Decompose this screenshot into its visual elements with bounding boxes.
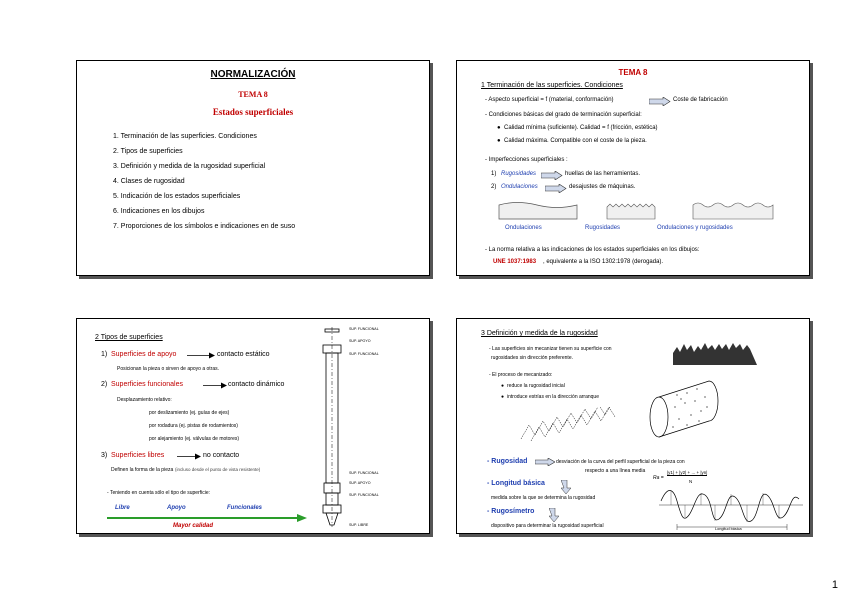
slide2-aspecto: - Aspecto superficial = f (material, conformación)	[485, 97, 614, 103]
slide4-p2: introduce estrías en la dirección arranque	[507, 394, 599, 400]
slide3-s1-result: contacto estático	[217, 351, 270, 358]
arrow-icon	[545, 184, 567, 193]
slide3-teniendo: - Teniendo en cuenta sólo el tipo de superficie:	[107, 490, 211, 496]
slide1-tema: TEMA 8	[238, 90, 268, 99]
slide1-item: 2. Tipos de superficies	[113, 148, 183, 155]
bullet-icon: ●	[497, 125, 501, 131]
slide4-intro2: rugosidades sin dirección preferente.	[491, 355, 573, 361]
slide3-side-label: SUP. FUNCIONAL	[349, 493, 379, 497]
slide4-heading: 3 Definición y medida de la rugosidad	[481, 330, 598, 337]
bullet-icon: ●	[497, 138, 501, 144]
slide3-s2-label: Superficies funcionales	[111, 381, 183, 388]
slide4-rug-desc2: respecto a una línea media	[585, 468, 646, 474]
slide3-funcionales: Funcionales	[227, 505, 263, 511]
slide3-s3-label: Superficies libres	[111, 452, 165, 459]
slide3-s3-note: (incluso desde el punto de vista resistente)	[175, 467, 261, 472]
slide4-rugo-label: - Rugosímetro	[487, 508, 535, 515]
slide4-lb-label: - Longitud básica	[487, 480, 545, 487]
arrow-icon	[535, 458, 555, 466]
slide2-rug-label: Rugosidades	[501, 171, 537, 177]
shaft-drawing	[317, 325, 347, 529]
slide2-ond-label: Ondulaciones	[501, 184, 538, 190]
slide3-d1: por deslizamiento (ej. guías de ejes)	[149, 410, 230, 416]
bullet-icon: ●	[501, 383, 505, 389]
slide3-s1-label: Superficies de apoyo	[111, 351, 177, 358]
slide-3	[76, 318, 430, 534]
slide2-ond-num: 2)	[491, 184, 497, 190]
slide2-profile-label: Ondulaciones	[505, 225, 542, 231]
slide-2	[456, 60, 810, 276]
slide2-ond-desc: desajustes de máquinas.	[569, 184, 636, 190]
rough-surface-illustration	[671, 341, 761, 367]
slide3-s2-result: contacto dinámico	[228, 381, 285, 388]
slide2-calidad-minima: Calidad mínima (suficiente). Calidad = f (fricción, estética)	[504, 125, 658, 131]
slide4-lb-axis: Longitud básica	[715, 527, 742, 531]
slide3-side-label: SUP. APOYO	[349, 481, 371, 485]
slide4-rug-label: - Rugosidad	[487, 458, 528, 465]
slide2-norma: - La norma relativa a las indicaciones de los estados superficiales en los dibujos:	[485, 247, 700, 253]
slide1-item: 6. Indicaciones en los dibujos	[113, 208, 205, 215]
surface-profiles-illustration	[497, 199, 797, 221]
slide2-heading: 1 Terminación de las superficies. Condiciones	[481, 82, 623, 89]
arrow-icon	[541, 171, 563, 180]
slide4-proceso: - El proceso de mecanizado:	[489, 372, 553, 378]
slide4-formula-lhs: Ra =	[653, 475, 664, 481]
slide3-s1-num: 1)	[101, 351, 108, 358]
slide3-side-label: SUP. LIBRE	[349, 523, 369, 527]
slide3-s1-desc: Posicionan la pieza o sirven de apoyo a otras.	[117, 366, 220, 372]
arrow-icon	[187, 352, 215, 359]
slide3-mayor: Mayor calidad	[173, 523, 214, 529]
slide2-profile-label: Ondulaciones y rugosidades	[657, 225, 733, 231]
slide2-une: UNE 1037:1983	[493, 259, 537, 265]
quality-arrow	[107, 514, 307, 522]
slide3-d2: por rodadura (ej. pistas de rodamientos)	[149, 423, 238, 429]
arrow-icon	[203, 382, 227, 389]
slide3-heading: 2 Tipos de superficies	[95, 334, 163, 341]
slide2-coste: Coste de fabricación	[673, 97, 728, 103]
arrow-icon	[177, 453, 201, 460]
slide1-subtitle: Estados superficiales	[212, 107, 294, 117]
machined-surface-illustration	[517, 407, 637, 443]
slide-1	[76, 60, 430, 276]
slide3-s3-desc: Definen la forma de la pieza	[111, 467, 174, 473]
slide3-side-label: SUP. FUNCIONAL	[349, 327, 379, 331]
slide3-d3: por alejamiento (ej. válvulas de motores)	[149, 436, 240, 442]
slide2-profile-label: Rugosidades	[585, 225, 621, 231]
slide3-libre: Libre	[115, 505, 130, 511]
page-number: 1	[831, 579, 838, 591]
slide2-une-rest: , equivalente a la ISO 1302:1978 (derogada).	[543, 259, 664, 265]
slide4-rug-desc1: desviación de la curva del perfil superficial de la pieza con	[556, 459, 685, 465]
slide4-lb-desc: medida sobre la que se determina la rugosidad	[491, 495, 596, 501]
slide4-p1: reduce la rugosidad inicial	[507, 383, 565, 389]
slide4-intro1: - Las superficies sin mecanizar tienen su superficie con	[489, 346, 612, 352]
slide1-item: 3. Definición y medida de la rugosidad superficial	[113, 163, 266, 170]
slide3-s3-result: no contacto	[203, 452, 240, 459]
slide3-side-label: SUP. FUNCIONAL	[349, 471, 379, 475]
slide1-item: 1. Terminación de las superficies. Condiciones	[113, 133, 257, 140]
slide1-item: 4. Clases de rugosidad	[113, 178, 185, 185]
slide3-s2-num: 2)	[101, 381, 108, 388]
arrow-down-icon	[549, 508, 559, 522]
arrow-down-icon	[561, 480, 571, 494]
roughness-profile-illustration	[657, 485, 805, 533]
slide1-item: 7. Proporciones de los símbolos e indicaciones en de suso	[113, 223, 296, 230]
slide2-condiciones: - Condiciones básicas del grado de terminación superficial:	[485, 112, 642, 118]
slide-4	[456, 318, 810, 534]
bullet-icon: ●	[501, 394, 505, 400]
slide3-s3-num: 3)	[101, 452, 108, 459]
slide2-rug-desc: huellas de las herramientas.	[565, 171, 641, 177]
slide3-apoyo: Apoyo	[167, 505, 186, 511]
slide3-side-label: SUP. APOYO	[349, 339, 371, 343]
slide4-formula-num: |y1| + |y2| + ... + |yn|	[667, 470, 708, 475]
slide4-rugo-desc: dispositivo para determinar la rugosidad superficial	[491, 523, 604, 529]
slide1-title: NORMALIZACIÓN	[210, 69, 296, 80]
slide2-rug-num: 1)	[491, 171, 497, 177]
slide4-formula-den: N	[689, 479, 693, 484]
slide3-desplazamiento: Desplazamiento relativo:	[117, 397, 172, 403]
slide2-calidad-maxima: Calidad máxima. Compatible con el coste de la pieza.	[504, 138, 647, 144]
slide1-item: 5. Indicación de los estados superficiales	[113, 193, 241, 200]
slide3-side-label: SUP. FUNCIONAL	[349, 352, 379, 356]
slide2-tema: TEMA 8	[618, 68, 648, 77]
arrow-icon	[649, 97, 671, 106]
cylinder-illustration	[647, 375, 727, 441]
slide2-imperfecciones: - Imperfecciones superficiales :	[485, 157, 568, 163]
